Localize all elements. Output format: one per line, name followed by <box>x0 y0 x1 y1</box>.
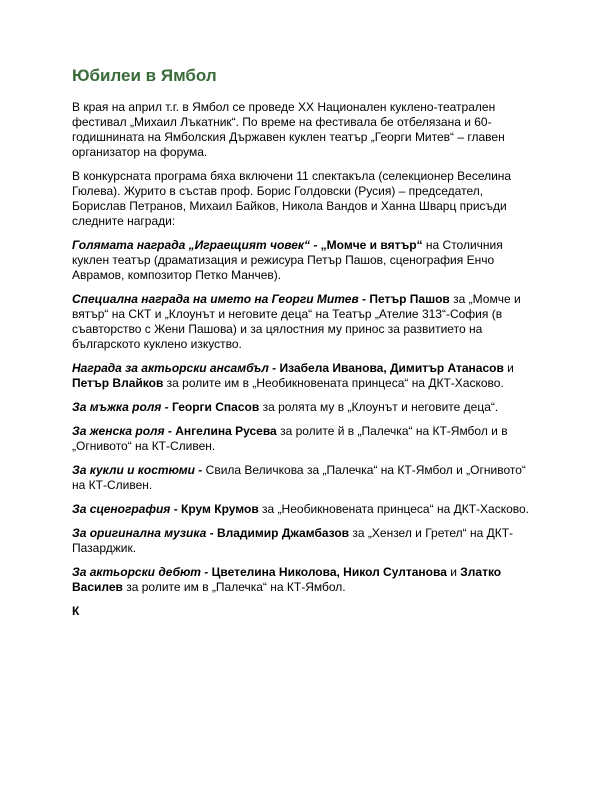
award-winner: „Момче и вятър“ <box>320 238 423 252</box>
award-details: за ролята му в „Клоунът и неговите деца“. <box>259 400 499 414</box>
award-winner: Цветелина Николова, Никол Султанова <box>211 565 447 579</box>
award-details: за „Момче и вятър“ на СКТ и „Клоунът и неговите деца“ на Театър „Ателие 313“-София (в съавторство с Жени Пашова) и за цялостния му принос за развитието на българското куклено изкуство. <box>72 292 521 351</box>
award-details: за „Необикновената принцеса“ на ДКТ-Хасково. <box>258 502 529 516</box>
award-scenography <box>72 502 532 517</box>
award-acting-debut <box>72 565 532 595</box>
award-details: за ролите им в „Необикновената принцеса“ на ДКТ-Хасково. <box>163 376 504 390</box>
award-winner: Златко Василев <box>72 565 502 594</box>
award-conjunction: и <box>503 361 514 375</box>
award-category: Специална награда на името на Георги Митев - <box>72 292 367 306</box>
jury-paragraph: В конкурсната програма бяха включени 11 спектакъла (селекционер Веселина Гюлева). Журито в състав проф. Борис Голдовски (Русия) – председател, Борислав Петранов, Михаил Байков, Никола Вандов и Ханна Шварц присъди следните награди: <box>72 169 512 228</box>
award-special-prize <box>72 292 532 352</box>
award-female-role <box>72 424 532 454</box>
award-details: на Столичния куклен театър (драматизация и режисура Петър Пашов, сценография Енчо Аврамов, композитор Петко Манчев). <box>72 238 503 282</box>
award-category: За мъжка роля - <box>72 400 169 414</box>
award-male-role <box>72 400 532 415</box>
award-details: за ролите й в „Палечка“ на КТ-Ямбол и в „Огнивото“ на КТ-Сливен. <box>72 424 508 453</box>
award-details: за „Хензел и Гретел“ на ДКТ-Пазарджик. <box>72 526 514 555</box>
intro-paragraph: В края на април т.г. в Ямбол се проведе XX Национален куклено-театрален фестивал „Михаил Лъкатник“. По време на фестивала бе отбелязана и 60-годишнината на Ямболския Държавен куклен театър „Георги Митев“ – главен организатор на форума. <box>72 100 505 159</box>
award-winner: Ангелина Русева <box>175 424 277 438</box>
award-winner: Владимир Джамбазов <box>216 526 350 540</box>
award-conjunction: и <box>446 565 461 579</box>
award-winner: Петър Пашов <box>369 292 450 306</box>
article-body <box>72 100 532 628</box>
award-category: За актьорски дебют - <box>72 565 209 579</box>
award-winner: Георги Спасов <box>172 400 260 414</box>
award-category: Голямата награда „Играещият човек“ - <box>72 238 318 252</box>
award-details: Свила Величкова за „Палечка“ на КТ-Ямбол и „Огнивото“ на КТ-Сливен. <box>72 463 526 492</box>
page-title: Юбилеи в Ямбол <box>72 66 217 85</box>
award-details: за ролите им в „Палечка“ на КТ-Ямбол. <box>122 580 346 594</box>
award-winner: Крум Крумов <box>181 502 259 516</box>
award-winner: Изабела Иванова, Димитър Атанасов <box>279 361 504 375</box>
award-original-music <box>72 526 532 556</box>
author-signature: К <box>72 604 80 618</box>
award-grand-prize <box>72 238 532 283</box>
award-category: Награда за актьорски ансамбъл - <box>72 361 277 375</box>
award-category: За сценография - <box>72 502 178 516</box>
award-ensemble <box>72 361 532 391</box>
award-category: За кукли и костюми - <box>72 463 203 477</box>
award-puppets-costumes <box>72 463 532 493</box>
award-category: За оригинална музика - <box>72 526 214 540</box>
award-category: За женска роля - <box>72 424 172 438</box>
award-winner: Петър Влайков <box>72 376 164 390</box>
